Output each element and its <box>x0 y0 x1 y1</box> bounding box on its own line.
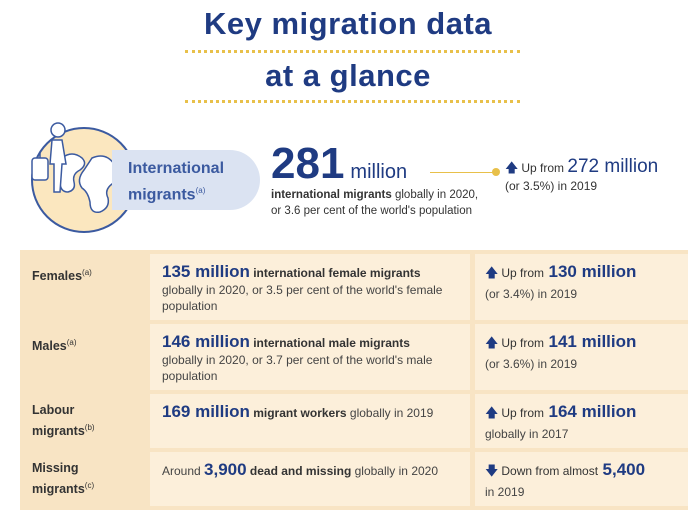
main-lead: migrant workers <box>249 406 347 420</box>
hero-change <box>505 158 695 195</box>
row-label-line1: Males <box>32 339 67 354</box>
hero-description <box>271 187 481 219</box>
row-label <box>32 402 95 440</box>
migration-data-table <box>20 250 688 510</box>
row-label <box>32 334 77 355</box>
table-row <box>20 254 688 320</box>
arrow-up-icon: 🡅 <box>505 160 519 175</box>
connector-dot <box>492 168 500 176</box>
connector-line <box>430 172 496 173</box>
label-line2: migrants <box>128 186 196 204</box>
hero-unit: million <box>350 161 408 183</box>
change-number: 164 million <box>548 402 637 421</box>
row-label-line1: Females <box>32 269 83 284</box>
footnote-marker: (a) <box>195 186 206 195</box>
row-change-cell <box>475 394 688 448</box>
main-detail: globally in 2020, or 3.7 per cent of the world's male population <box>162 353 433 383</box>
main-number: 3,900 <box>204 460 247 479</box>
hero-figure <box>271 139 407 189</box>
row-label <box>32 460 94 498</box>
change-number: 5,400 <box>602 460 646 479</box>
footnote-marker: (a) <box>66 338 77 347</box>
row-change-cell <box>475 254 688 320</box>
row-change-cell <box>475 324 688 390</box>
hero-change-number: 272 million <box>567 156 659 177</box>
footnote-marker: (a) <box>82 268 92 277</box>
page-title-line2: at a glance <box>265 58 431 93</box>
footnote-marker: (c) <box>84 481 95 490</box>
row-main-cell <box>150 452 470 506</box>
hero-change-note: (or 3.5%) in 2019 <box>505 179 598 193</box>
main-number: 169 million <box>162 402 250 421</box>
main-detail: globally in 2019 <box>346 406 434 420</box>
row-label-line1: Labour <box>32 403 75 417</box>
change-note: (or 3.6%) in 2019 <box>485 357 578 371</box>
arrow-down-icon: 🡇 <box>485 463 499 478</box>
main-lead: international male migrants <box>249 336 410 350</box>
main-number: 135 million <box>162 262 250 281</box>
change-note: (or 3.4%) in 2019 <box>485 287 578 301</box>
arrow-up-icon: 🡅 <box>485 335 499 350</box>
table-row <box>20 324 688 390</box>
hero-number: 281 <box>271 139 345 188</box>
arrow-up-icon: 🡅 <box>485 265 499 280</box>
change-prefix: Down from almost <box>501 464 599 478</box>
table-row <box>20 452 688 506</box>
row-label <box>32 264 92 285</box>
hero-desc-bold: international migrants <box>271 189 392 201</box>
international-migrants-label <box>112 150 260 210</box>
title-divider-top <box>185 50 520 53</box>
change-number: 141 million <box>548 332 637 351</box>
row-label-line1: Missing <box>32 461 79 475</box>
row-main-cell <box>150 394 470 448</box>
footnote-marker: (b) <box>84 423 95 432</box>
label-line1: International <box>128 160 225 177</box>
row-main-cell <box>150 254 470 320</box>
hero-change-prefix: Up from <box>521 161 565 175</box>
change-note: in 2019 <box>485 485 525 499</box>
main-lead: dead and missing <box>246 464 352 478</box>
row-label-line2: migrants <box>32 424 85 439</box>
main-number: 146 million <box>162 332 250 351</box>
change-prefix: Up from <box>501 266 545 280</box>
hero-desc-rest: globally in 2020, or 3.6 per cent of the world's population <box>271 189 479 217</box>
main-detail: globally in 2020 <box>351 464 439 478</box>
change-note: globally in 2017 <box>485 427 569 441</box>
arrow-up-icon: 🡅 <box>485 405 499 420</box>
table-row <box>20 394 688 448</box>
main-lead: international female migrants <box>249 266 421 280</box>
page-title-line1: Key migration data <box>203 6 493 41</box>
row-label-line2: migrants <box>32 482 85 497</box>
main-prefix: Around <box>162 464 205 478</box>
row-main-cell <box>150 324 470 390</box>
row-change-cell <box>475 452 688 506</box>
main-detail: globally in 2020, or 3.5 per cent of the world's female population <box>162 283 443 313</box>
change-prefix: Up from <box>501 406 545 420</box>
change-number: 130 million <box>548 262 637 281</box>
change-prefix: Up from <box>501 336 545 350</box>
title-divider-bottom <box>185 100 520 103</box>
